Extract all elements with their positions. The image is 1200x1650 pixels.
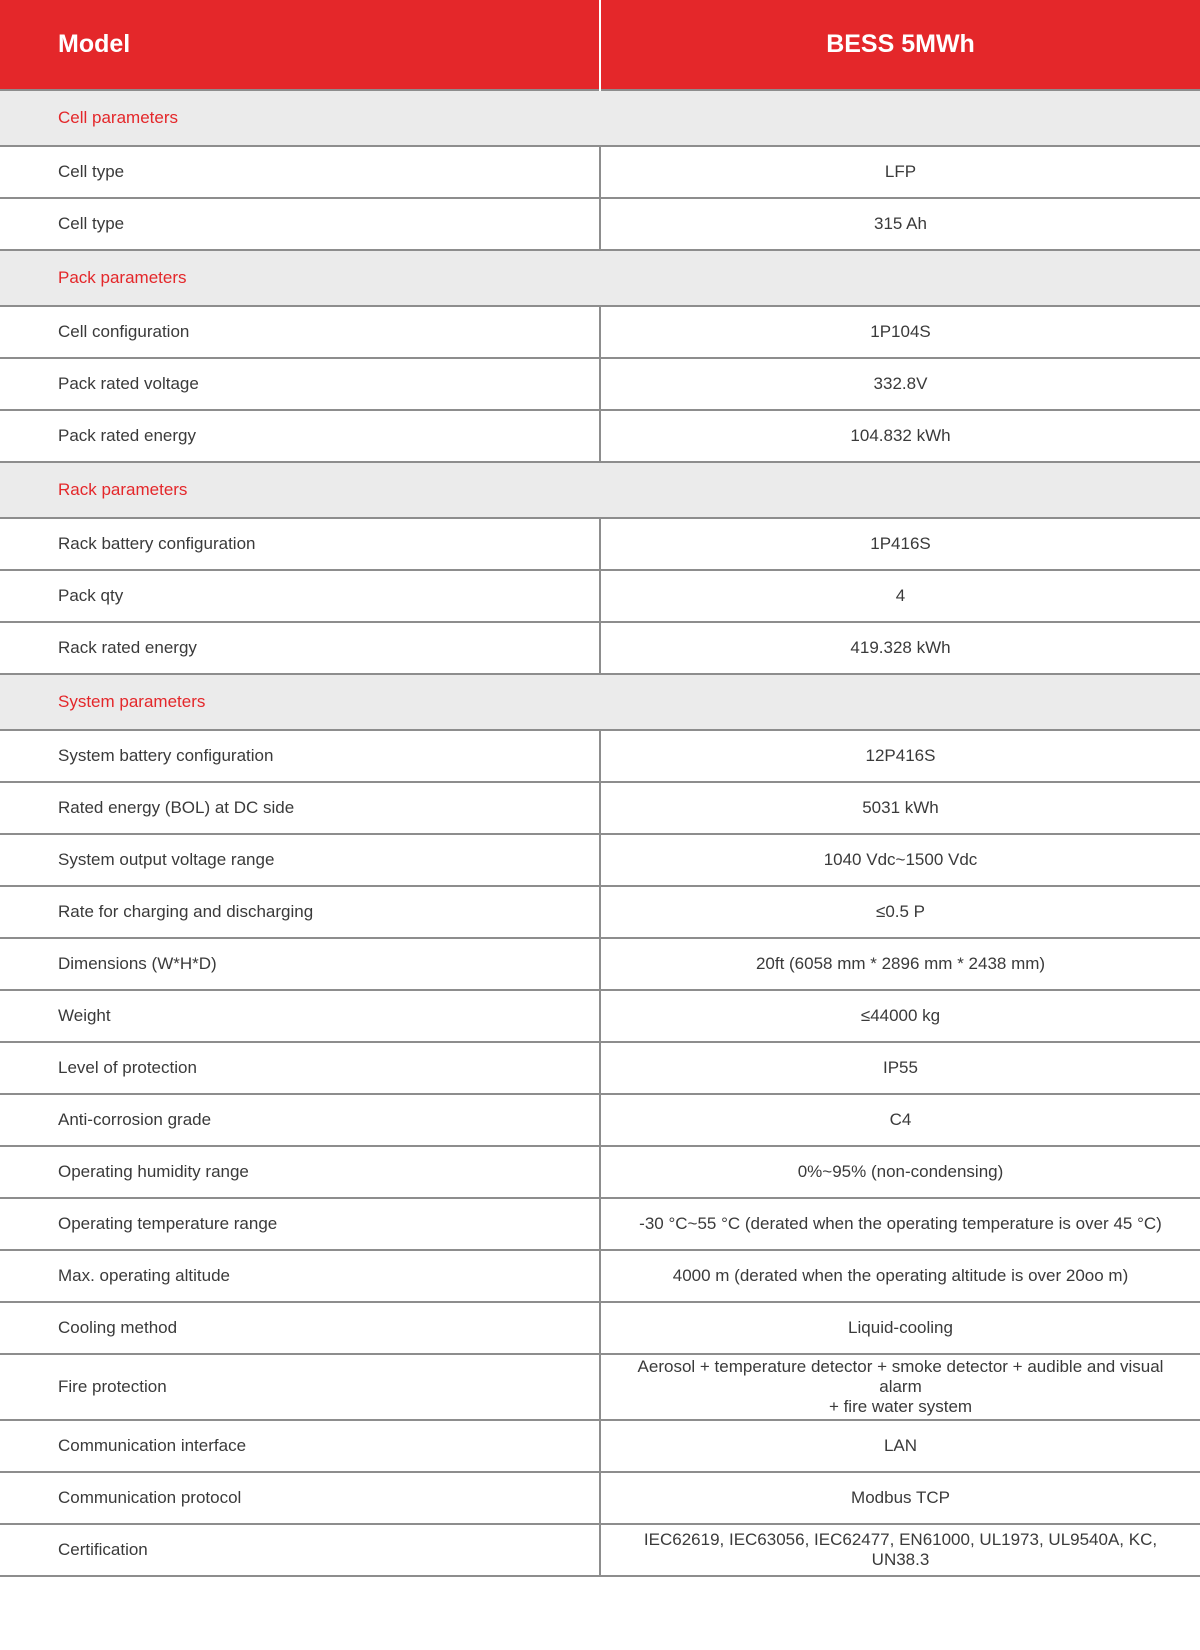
section-title: Cell parameters — [0, 90, 1200, 146]
parameter-value: IEC62619, IEC63056, IEC62477, EN61000, UL1973, UL9540A, KC, UN38.3 — [600, 1524, 1200, 1576]
parameter-label: Certification — [0, 1524, 600, 1576]
table-row — [0, 782, 1200, 834]
parameter-value: 1040 Vdc~1500 Vdc — [600, 834, 1200, 886]
table-row — [0, 1250, 1200, 1302]
parameter-label: Dimensions (W*H*D) — [0, 938, 600, 990]
table-row — [0, 146, 1200, 198]
parameter-label: Communication protocol — [0, 1472, 600, 1524]
parameter-label: Pack qty — [0, 570, 600, 622]
section-title: Pack parameters — [0, 250, 1200, 306]
parameter-label: Operating temperature range — [0, 1198, 600, 1250]
table-row — [0, 886, 1200, 938]
table-row — [0, 410, 1200, 462]
table-row — [0, 1042, 1200, 1094]
parameter-label: Rate for charging and discharging — [0, 886, 600, 938]
parameter-value: 4000 m (derated when the operating altitude is over 20oo m) — [600, 1250, 1200, 1302]
header-model-value: BESS 5MWh — [600, 0, 1200, 90]
table-body — [0, 90, 1200, 1576]
parameter-value: C4 — [600, 1094, 1200, 1146]
section-header-row — [0, 462, 1200, 518]
table-row — [0, 1302, 1200, 1354]
header-row — [0, 0, 1200, 90]
parameter-label: Rated energy (BOL) at DC side — [0, 782, 600, 834]
parameter-value: IP55 — [600, 1042, 1200, 1094]
parameter-label: Rack rated energy — [0, 622, 600, 674]
table-row — [0, 306, 1200, 358]
parameter-label: Pack rated voltage — [0, 358, 600, 410]
parameter-value: 1P416S — [600, 518, 1200, 570]
table-row — [0, 990, 1200, 1042]
table-header — [0, 0, 1200, 90]
parameter-value: 1P104S — [600, 306, 1200, 358]
table-row — [0, 1420, 1200, 1472]
table-row — [0, 1472, 1200, 1524]
header-model-label: Model — [0, 0, 600, 90]
parameter-value: 20ft (6058 mm * 2896 mm * 2438 mm) — [600, 938, 1200, 990]
parameter-label: Rack battery configuration — [0, 518, 600, 570]
parameter-value: 5031 kWh — [600, 782, 1200, 834]
parameter-value: 315 Ah — [600, 198, 1200, 250]
parameter-label: Cooling method — [0, 1302, 600, 1354]
parameter-label: Fire protection — [0, 1354, 600, 1420]
table-row — [0, 730, 1200, 782]
parameter-label: System battery configuration — [0, 730, 600, 782]
parameter-value: ≤44000 kg — [600, 990, 1200, 1042]
parameter-value: ≤0.5 P — [600, 886, 1200, 938]
section-title: System parameters — [0, 674, 1200, 730]
parameter-label: Communication interface — [0, 1420, 600, 1472]
parameter-label: Pack rated energy — [0, 410, 600, 462]
table-row — [0, 622, 1200, 674]
parameter-value: 4 — [600, 570, 1200, 622]
table-row — [0, 1198, 1200, 1250]
parameter-value: LFP — [600, 146, 1200, 198]
table-row — [0, 1094, 1200, 1146]
table-row — [0, 1146, 1200, 1198]
parameter-value — [600, 1354, 1200, 1420]
parameter-value: 12P416S — [600, 730, 1200, 782]
parameter-label: Cell configuration — [0, 306, 600, 358]
section-header-row — [0, 90, 1200, 146]
parameter-label: Max. operating altitude — [0, 1250, 600, 1302]
parameter-value: 0%~95% (non-condensing) — [600, 1146, 1200, 1198]
parameter-value: Modbus TCP — [600, 1472, 1200, 1524]
section-header-row — [0, 674, 1200, 730]
parameter-value: 104.832 kWh — [600, 410, 1200, 462]
parameter-label: Weight — [0, 990, 600, 1042]
table-row — [0, 1524, 1200, 1576]
parameter-value: Liquid-cooling — [600, 1302, 1200, 1354]
section-header-row — [0, 250, 1200, 306]
parameter-label: Level of protection — [0, 1042, 600, 1094]
parameter-label: Operating humidity range — [0, 1146, 600, 1198]
parameter-value: 419.328 kWh — [600, 622, 1200, 674]
parameter-value: LAN — [600, 1420, 1200, 1472]
parameter-label: Cell type — [0, 146, 600, 198]
table-row — [0, 358, 1200, 410]
parameter-label: System output voltage range — [0, 834, 600, 886]
parameter-label: Cell type — [0, 198, 600, 250]
parameter-value-line1: Aerosol + temperature detector + smoke detector + audible and visual alarm — [637, 1357, 1164, 1396]
parameter-value: 332.8V — [600, 358, 1200, 410]
table-row — [0, 834, 1200, 886]
table-row — [0, 1354, 1200, 1420]
parameter-value: -30 °C~55 °C (derated when the operating temperature is over 45 °C) — [600, 1198, 1200, 1250]
parameter-label: Anti-corrosion grade — [0, 1094, 600, 1146]
table-row — [0, 938, 1200, 990]
table-row — [0, 570, 1200, 622]
section-title: Rack parameters — [0, 462, 1200, 518]
parameter-value-line2: + fire water system — [828, 1397, 973, 1416]
table-row — [0, 198, 1200, 250]
table-row — [0, 518, 1200, 570]
